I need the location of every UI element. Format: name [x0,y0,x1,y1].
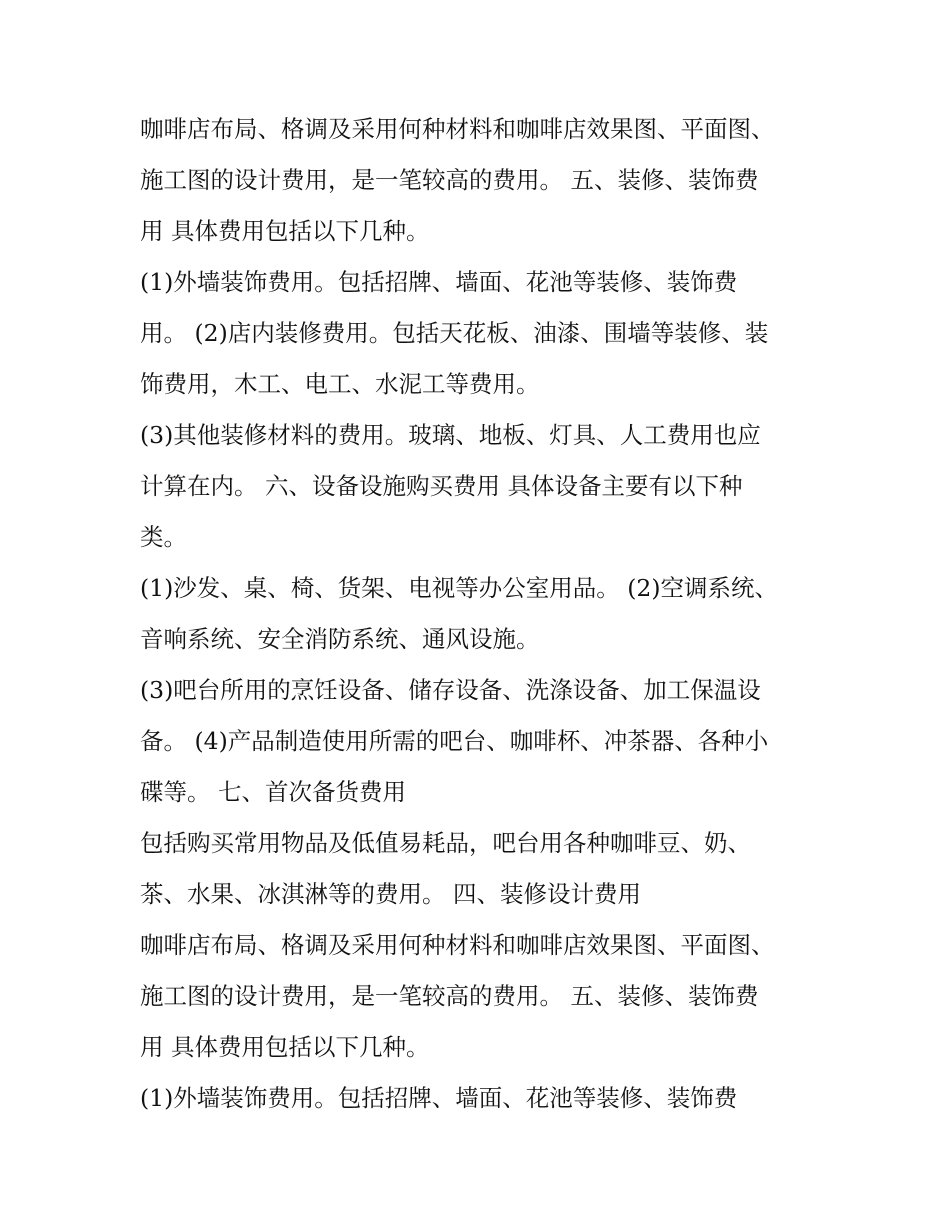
text-line: (3)其他装修材料的费用。玻璃、地板、灯具、人工费用也应 [140,421,761,449]
text-line: 备。 (4)产品制造使用所需的吧台、咖啡杯、冲茶器、各种小 [140,727,769,755]
text-line: 咖啡店布局、格调及采用何种材料和咖啡店效果图、平面图、 [140,115,775,143]
text-line: 施工图的设计费用，是一笔较高的费用。 五、装修、装饰费 [140,166,759,194]
text-line: (1)外墙装饰费用。包括招牌、墙面、花池等装修、装饰费 [140,268,738,296]
text-line: (1)外墙装饰费用。包括招牌、墙面、花池等装修、装饰费 [140,1084,738,1112]
text-line: 施工图的设计费用，是一笔较高的费用。 五、装修、装饰费 [140,982,759,1010]
text-line: 用 具体费用包括以下几种。 [140,1033,430,1061]
text-line: (3)吧台所用的烹饪设备、储存设备、洗涤设备、加工保温设 [140,676,761,704]
text-line: 咖啡店布局、格调及采用何种材料和咖啡店效果图、平面图、 [140,931,775,959]
text-line: 饰费用，木工、电工、水泥工等费用。 [140,370,540,398]
text-line: 茶、水果、冰淇淋等的费用。 四、装修设计费用 [140,880,641,908]
text-line: 碟等。 七、首次备货费用 [140,778,406,806]
text-line: 用 具体费用包括以下几种。 [140,217,430,245]
text-line: 计算在内。 六、设备设施购买费用 具体设备主要有以下种 [140,472,743,500]
document-body [140,104,820,1124]
text-line: 类。 [140,523,187,551]
text-line: 用。 (2)店内装修费用。包括天花板、油漆、围墙等装修、装 [140,319,769,347]
text-line: 音响系统、安全消防系统、通风设施。 [140,625,540,653]
text-line: (1)沙发、桌、椅、货架、电视等办公室用品。 (2)空调系统、 [140,574,779,602]
text-line: 包括购买常用物品及低值易耗品，吧台用各种咖啡豆、奶、 [140,829,751,857]
